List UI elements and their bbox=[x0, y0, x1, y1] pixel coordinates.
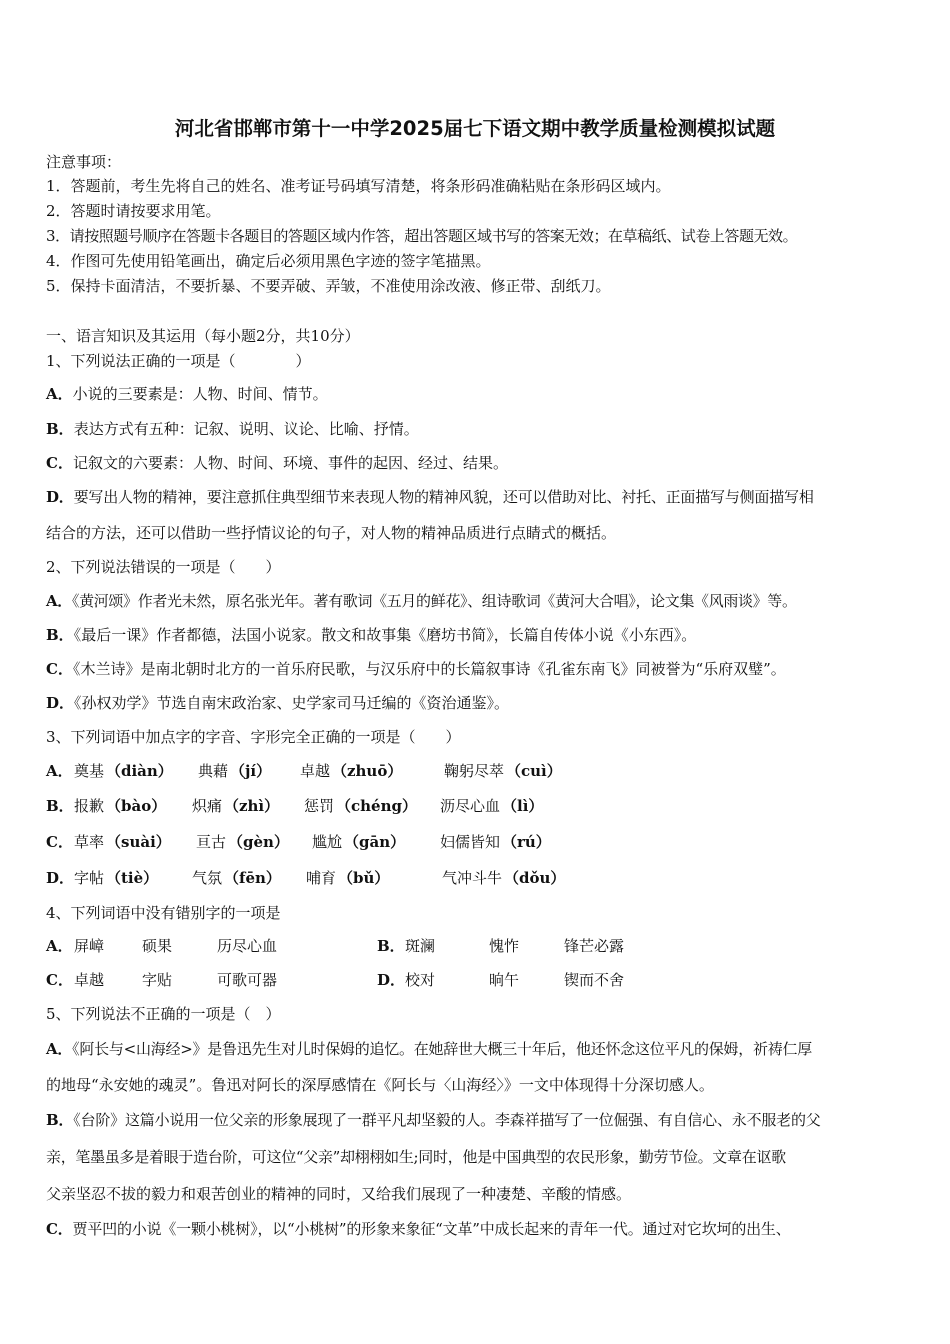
notice-item: 4．作图可先使用铅笔画出，确定后必须用黑色字迹的签字笔描黑。 bbox=[46, 252, 491, 270]
option-text: 《阿长与<山海经>》是鲁迅先生对儿时保姆的追忆。在她辞世大概三十年后，他还怀念这位平凡的保姆，祈祷仁厚 bbox=[72, 1040, 813, 1058]
option-d bbox=[46, 487, 814, 507]
word: 硕果 bbox=[142, 937, 173, 955]
option-label: D． bbox=[46, 869, 75, 887]
option-label: D． bbox=[46, 694, 75, 712]
option-label: B． bbox=[46, 626, 74, 644]
word: 卓越 bbox=[74, 971, 105, 989]
option-b bbox=[46, 1110, 821, 1130]
pinyin: （lì） bbox=[502, 797, 544, 815]
option-label: C． bbox=[46, 454, 73, 472]
option-label: B． bbox=[46, 420, 74, 438]
word: 斑澜 bbox=[405, 937, 436, 955]
option-text: 要写出人物的精神，要注意抓住典型细节来表现人物的精神风貌，还可以借助对比、衬托、正面描写与侧面描写相 bbox=[73, 488, 814, 506]
pinyin: （dǒu） bbox=[504, 869, 566, 887]
option-label: C． bbox=[46, 833, 73, 851]
pinyin: （fēn） bbox=[224, 869, 281, 887]
option-a bbox=[46, 384, 328, 404]
word: 妇儒皆知 bbox=[440, 833, 501, 851]
question-stem: 1、下列说法正确的一项是（ ） bbox=[46, 352, 311, 370]
pinyin: （gèn） bbox=[228, 833, 289, 851]
option-d bbox=[46, 693, 509, 713]
notice-item: 2．答题时请按要求用笔。 bbox=[46, 202, 221, 220]
word: 锲而不舍 bbox=[564, 971, 625, 989]
notice-heading: 注意事项： bbox=[46, 153, 122, 171]
word: 报歉 bbox=[74, 797, 105, 815]
option-text: 《黄河颂》作者光未然，原名张光年。著有歌词《五月的鲜花》、组诗歌词《黄河大合唱》，论文集《风雨谈》等。 bbox=[71, 592, 797, 610]
notice-item: 1．答题前，考生先将自己的姓名、准考证号码填写清楚，将条形码准确粘贴在条形码区域内。 bbox=[46, 177, 671, 195]
question-stem: 2、下列说法错误的一项是（ ） bbox=[46, 558, 281, 576]
option-c bbox=[46, 1219, 791, 1239]
pinyin: （chéng） bbox=[336, 797, 417, 815]
option-a bbox=[46, 1039, 812, 1059]
word: 典藉 bbox=[198, 762, 229, 780]
option-text: 《孙权劝学》节选自南宋政治家、史学家司马迁编的《资治通鉴》。 bbox=[74, 694, 510, 712]
option-label: C． bbox=[46, 660, 73, 678]
pinyin: （gān） bbox=[344, 833, 406, 851]
word: 字贴 bbox=[142, 971, 173, 989]
option-b-cont: 亲，笔墨虽多是着眼于造台阶，可这位“父亲”却栩栩如生;同时，他是中国典型的农民形象，勤劳节俭。文章在讴歌 bbox=[46, 1148, 786, 1166]
page-title: 河北省邯郸市第十一中学2025届七下语文期中教学质量检测模拟试题 bbox=[174, 117, 776, 140]
word: 尴尬 bbox=[312, 833, 343, 851]
word: 屏嶂 bbox=[74, 937, 105, 955]
word: 哺育 bbox=[306, 869, 337, 887]
option-label: C． bbox=[46, 971, 73, 989]
option-a-cont: 的地母“永安她的魂灵”。鲁迅对阿长的深厚感情在《阿长与〈山海经〉》一文中体现得十分深切感人。 bbox=[46, 1076, 714, 1094]
word: 历尽心血 bbox=[217, 937, 278, 955]
notice-item: 3．请按照题号顺序在答题卡各题目的答题区域内作答，超出答题区域书写的答案无效；在草稿纸、试卷上答题无效。 bbox=[46, 227, 798, 245]
word: 草率 bbox=[74, 833, 105, 851]
option-a bbox=[46, 591, 797, 611]
pinyin: （zhuō） bbox=[332, 762, 403, 780]
option-label: A． bbox=[46, 385, 73, 403]
word: 卓越 bbox=[300, 762, 331, 780]
option-label: C． bbox=[46, 1220, 73, 1238]
option-label: D． bbox=[377, 971, 406, 989]
word: 晌午 bbox=[489, 971, 520, 989]
word: 炽痛 bbox=[192, 797, 223, 815]
option-d-cont: 结合的方法，还可以借助一些抒情议论的句子，对人物的精神品质进行点睛式的概括。 bbox=[46, 524, 617, 542]
option-label: A． bbox=[46, 762, 73, 780]
question-stem: 5、下列说法不正确的一项是（ ） bbox=[46, 1005, 281, 1023]
word: 锋芒必露 bbox=[564, 937, 625, 955]
word: 气氛 bbox=[192, 869, 223, 887]
word: 惩罚 bbox=[304, 797, 335, 815]
word: 气冲斗牛 bbox=[442, 869, 503, 887]
option-text: 表达方式有五种：记叙、说明、议论、比喻、抒情。 bbox=[73, 420, 419, 438]
word: 字帖 bbox=[74, 869, 105, 887]
option-label: A． bbox=[46, 592, 72, 610]
word: 校对 bbox=[405, 971, 436, 989]
option-text: 贾平凹的小说《一颗小桃树》，以“小桃树”的形象来象征“文革”中成长起来的青年一代。通过对它坎坷的出生、 bbox=[72, 1220, 791, 1238]
pinyin: （suài） bbox=[106, 833, 171, 851]
pinyin: （zhì） bbox=[224, 797, 280, 815]
pinyin: （tiè） bbox=[106, 869, 159, 887]
option-label: D． bbox=[46, 488, 74, 506]
pinyin: （cuì） bbox=[506, 762, 562, 780]
pinyin: （bǔ） bbox=[338, 869, 390, 887]
option-c bbox=[46, 453, 508, 473]
option-text: 《木兰诗》是南北朝时北方的一首乐府民歌，与汉乐府中的长篇叙事诗《孔雀东南飞》同被誉为“乐府双璧”。 bbox=[72, 660, 786, 678]
option-text: 小说的三要素是：人物、时间、情节。 bbox=[72, 385, 328, 403]
word: 沥尽心血 bbox=[440, 797, 501, 815]
option-label: B． bbox=[377, 937, 405, 955]
option-b bbox=[46, 419, 419, 439]
word: 奠基 bbox=[74, 762, 105, 780]
word: 可歌可器 bbox=[217, 971, 278, 989]
option-label: A． bbox=[46, 1040, 73, 1058]
pinyin: （diàn） bbox=[106, 762, 173, 780]
option-b-cont: 父亲坚忍不拔的毅力和艰苦创业的精神的同时，又给我们展现了一种凄楚、辛酸的情感。 bbox=[46, 1185, 632, 1203]
option-text: 《台阶》这篇小说用一位父亲的形象展现了一群平凡却坚毅的人。李森祥描写了一位倔强、有自信心、永不服老的父 bbox=[73, 1111, 821, 1129]
word: 鞠躬尽萃 bbox=[444, 762, 505, 780]
question-stem: 3、下列词语中加点字的字音、字形完全正确的一项是（ ） bbox=[46, 728, 461, 746]
option-b bbox=[46, 625, 696, 645]
option-c bbox=[46, 659, 786, 679]
question-stem: 4、下列词语中没有错别字的一项是 bbox=[46, 904, 281, 922]
pinyin: （rú） bbox=[502, 833, 551, 851]
pinyin: （jí） bbox=[230, 762, 272, 780]
section-heading: 一、语言知识及其运用（每小题2分，共10分） bbox=[46, 327, 360, 345]
option-label: A． bbox=[46, 937, 73, 955]
pinyin: （bào） bbox=[106, 797, 167, 815]
word: 愧怍 bbox=[489, 937, 520, 955]
notice-item: 5．保持卡面清洁，不要折暴、不要弄破、弄皱，不准使用涂改液、修正带、刮纸刀。 bbox=[46, 277, 611, 295]
option-label: B． bbox=[46, 797, 74, 815]
word: 亘古 bbox=[196, 833, 227, 851]
option-text: 《最后一课》作者都德，法国小说家。散文和故事集《磨坊书简》，长篇自传体小说《小东西》。 bbox=[73, 626, 697, 644]
option-label: B． bbox=[46, 1111, 74, 1129]
option-text: 记叙文的六要素：人物、时间、环境、事件的起因、经过、结果。 bbox=[72, 454, 508, 472]
